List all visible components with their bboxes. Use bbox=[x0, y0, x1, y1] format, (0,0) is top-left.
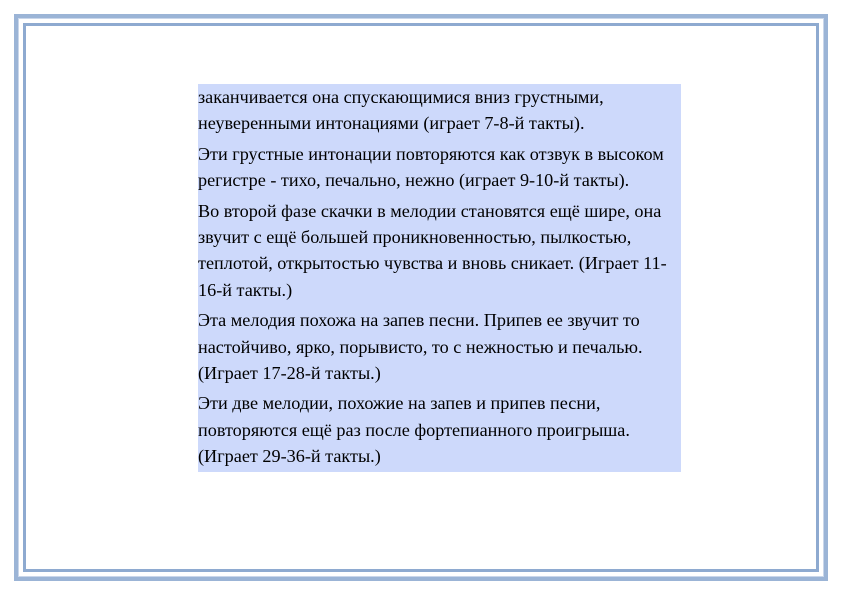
paragraph-2: Эти грустные интонации повторяются как отзвук в высоком регистре - тихо, печально, нежно (играет 9-10-й такты). bbox=[198, 143, 664, 191]
paragraph-1: заканчивается она спускающимися вниз грустными, неуверенными интонациями (играет 7-8-й такты). bbox=[198, 87, 604, 134]
paragraph-5: Эти две мелодии, похожие на запев и припев песни, повторяются ещё раз после фортепианного проигрыша. (Играет 29-36-й такты.) bbox=[198, 393, 630, 467]
paragraph-3: Во второй фазе скачки в мелодии становятся ещё шире, она звучит с ещё большей проникновенностью, пылкостью, теплотой, открытостью чувства и вновь сникает. (Играет 11-16-й такты.) bbox=[198, 200, 667, 300]
paragraph-4: Эта мелодия похожа на запев песни. Припев ее звучит то настойчиво, ярко, порывисто, то с нежностью и печалью. (Играет 17-28-й такты.) bbox=[198, 310, 643, 384]
text-block bbox=[198, 84, 681, 472]
